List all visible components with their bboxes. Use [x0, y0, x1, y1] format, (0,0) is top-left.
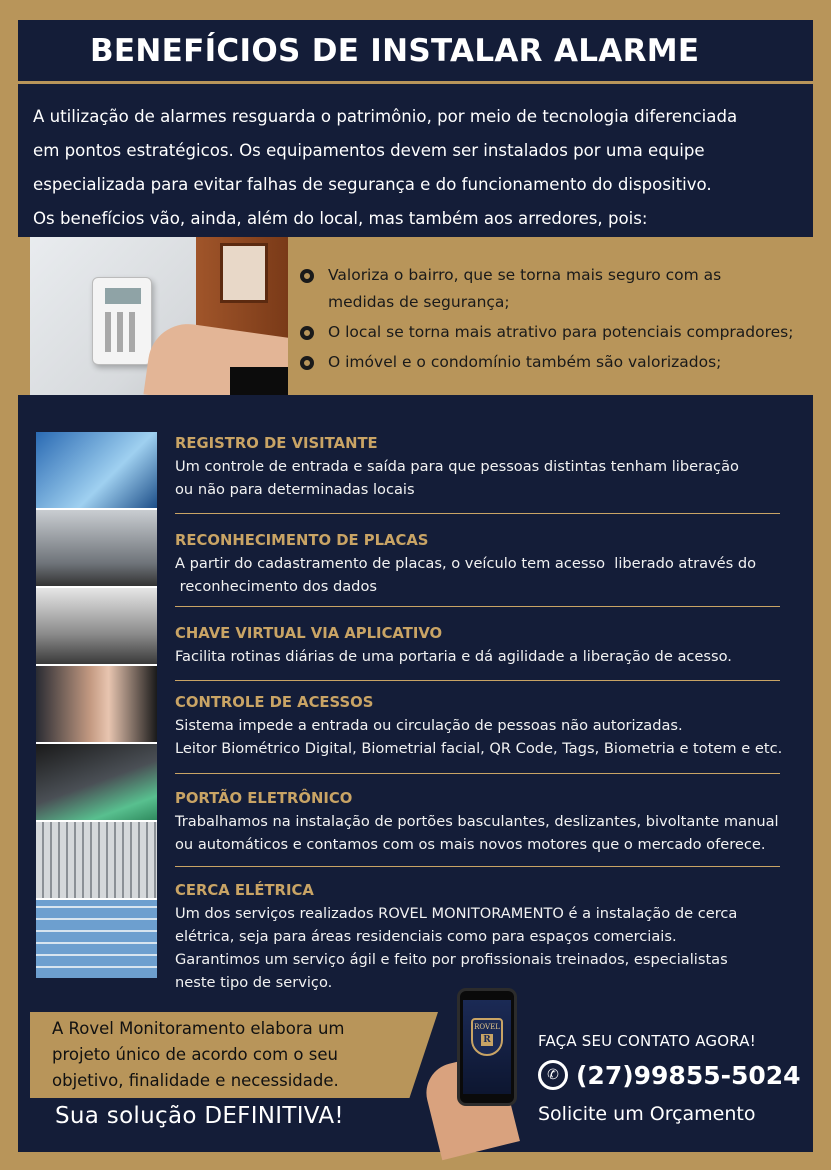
service-line: neste tipo de serviço.: [175, 974, 333, 991]
bullet-icon: [300, 326, 314, 340]
divider: [175, 513, 780, 514]
service-title: CERCA ELÉTRICA: [175, 882, 314, 899]
rovel-logo: [471, 1018, 503, 1056]
service-electronic-gate: [175, 788, 783, 856]
service-line: reconhecimento dos dados: [175, 578, 377, 595]
service-line: Garantimos um serviço ágil e feito por profissionais treinados, especialistas: [175, 951, 728, 968]
license-plate-image: [36, 510, 157, 588]
intro-line: em pontos estratégicos. Os equipamentos devem ser instalados por uma equipe: [33, 141, 705, 160]
intro-line: A utilização de alarmes resguarda o patrimônio, por meio de tecnologia diferenciada: [33, 107, 738, 126]
service-line: Facilita rotinas diárias de uma portaria e dá agilidade a liberação de acesso.: [175, 648, 732, 665]
divider: [175, 773, 780, 774]
logo-name: ROVEL: [474, 1023, 500, 1031]
services-image-strip: [36, 432, 157, 989]
pitch-line: objetivo, finalidade e necessidade.: [52, 1071, 339, 1090]
service-title: CONTROLE DE ACESSOS: [175, 694, 374, 711]
whatsapp-icon: ✆: [538, 1060, 568, 1090]
service-virtual-key: [175, 623, 783, 668]
service-title: PORTÃO ELETRÔNICO: [175, 790, 353, 807]
service-line: ou automáticos e contamos com os mais novos motores que o mercado oferece.: [175, 836, 766, 853]
intro-line: Os benefícios vão, ainda, além do local, mas também aos arredores, pois:: [33, 209, 648, 228]
benefit-item: [300, 262, 800, 316]
phone-number[interactable]: (27)99855-5024: [576, 1060, 801, 1090]
service-line: Leitor Biométrico Digital, Biometrial facial, QR Code, Tags, Biometria e totem e etc.: [175, 740, 783, 757]
logo-letter: R: [481, 1034, 493, 1046]
service-plate-recognition: [175, 530, 783, 598]
visitor-registry-image: [36, 432, 157, 510]
alarm-keypad-photo: [30, 237, 288, 405]
benefit-text: Valoriza o bairro, que se torna mais seguro com as: [328, 266, 722, 284]
bullet-icon: [300, 356, 314, 370]
quote-cta[interactable]: Solicite um Orçamento: [538, 1103, 756, 1125]
pitch-line: projeto único de acordo com o seu: [52, 1045, 338, 1064]
intro-line: especializada para evitar falhas de segurança e do funcionamento do dispositivo.: [33, 175, 712, 194]
benefit-text: O imóvel e o condomínio também são valorizados;: [328, 353, 722, 371]
pitch-line: A Rovel Monitoramento elabora um: [52, 1019, 345, 1038]
face-recognition-image: [36, 666, 157, 744]
service-line: Um controle de entrada e saída para que pessoas distintas tenham liberação: [175, 458, 739, 475]
service-line: ou não para determinadas locais: [175, 481, 415, 498]
fingerprint-image: [36, 744, 157, 822]
app-camera-image: [36, 588, 157, 666]
benefit-text: O local se torna mais atrativo para potenciais compradores;: [328, 323, 794, 341]
phone-image: [457, 988, 517, 1106]
page-title: BENEFÍCIOS DE INSTALAR ALARME: [18, 20, 813, 84]
pitch-text: [52, 1016, 412, 1094]
service-title: CHAVE VIRTUAL VIA APLICATIVO: [175, 625, 443, 642]
phone-contact[interactable]: [538, 1060, 801, 1090]
benefits-list: [300, 262, 800, 379]
gate-image: [36, 822, 157, 900]
intro-text: [33, 100, 803, 236]
service-visitor-registry: [175, 433, 783, 501]
service-line: Trabalhamos na instalação de portões basculantes, deslizantes, bivoltante manual: [175, 813, 779, 830]
bullet-icon: [300, 269, 314, 283]
electric-fence-image: [36, 900, 157, 978]
benefit-text: medidas de segurança;: [328, 293, 510, 311]
contact-label: FAÇA SEU CONTATO AGORA!: [538, 1032, 756, 1050]
divider: [175, 680, 780, 681]
service-title: RECONHECIMENTO DE PLACAS: [175, 532, 429, 549]
service-access-control: [175, 692, 783, 760]
divider: [175, 866, 780, 867]
divider: [175, 606, 780, 607]
keypad-image: [92, 277, 152, 365]
benefit-item: [300, 319, 800, 346]
service-line: A partir do cadastramento de placas, o veículo tem acesso liberado através do: [175, 555, 757, 572]
benefit-item: [300, 349, 800, 376]
service-line: Um dos serviços realizados ROVEL MONITORAMENTO é a instalação de cerca: [175, 905, 738, 922]
service-line: elétrica, seja para áreas residenciais como para espaços comerciais.: [175, 928, 677, 945]
service-line: Sistema impede a entrada ou circulação de pessoas não autorizadas.: [175, 717, 683, 734]
tagline: Sua solução DEFINITIVA!: [55, 1103, 344, 1129]
service-electric-fence: [175, 880, 783, 994]
service-title: REGISTRO DE VISITANTE: [175, 435, 378, 452]
